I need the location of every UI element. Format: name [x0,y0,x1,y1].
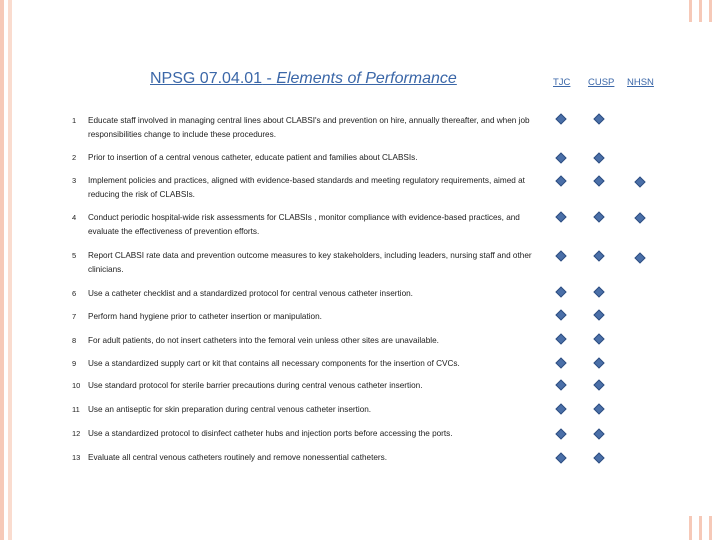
tjc-marker-icon [555,175,566,186]
cusp-marker-icon [593,211,604,222]
row-number: 2 [72,153,77,162]
cusp-marker-icon [593,175,604,186]
cusp-marker-icon [593,309,604,320]
top-right-accent-bar [689,0,692,22]
row-number: 3 [72,176,77,185]
row-number: 12 [72,429,81,438]
row-number: 6 [72,289,77,298]
left-border-bar-inner [8,0,12,540]
tjc-marker-icon [555,250,566,261]
row-number: 11 [72,405,80,414]
row-text: Report CLABSI rate data and prevention outcome measures to key stakeholders, including leaders, nursing staff and other clinicians. [88,251,532,274]
row-text: Prior to insertion of a central venous catheter, educate patient and families about CLABSIs. [88,153,418,162]
top-right-accent-bar [699,0,702,22]
cusp-marker-icon [593,250,604,261]
bottom-right-accent-bar [709,516,712,540]
row-text: Use standard protocol for sterile barrier precautions during central venous catheter insertion. [88,381,423,390]
bottom-right-accent-bar [699,516,702,540]
cusp-marker-icon [593,428,604,439]
nhsn-marker-icon [634,176,645,187]
row-number: 7 [72,312,77,321]
tjc-marker-icon [555,357,566,368]
column-header-nhsn: NHSN [627,77,654,88]
row-text: Conduct periodic hospital-wide risk assessments for CLABSIs , monitor compliance with evidence-based practices, and evaluate the effectiveness of prevention efforts. [88,213,520,236]
row-number: 4 [72,213,77,222]
tjc-marker-icon [555,309,566,320]
row-text: Implement policies and practices, aligned with evidence-based standards and meeting regulatory requirements, aimed at reducing the risk of CLABSIs. [88,176,525,199]
nhsn-marker-icon [634,212,645,223]
title-separator: - [262,70,277,87]
row-text: Educate staff involved in managing central lines about CLABSI's and prevention on hire, annually thereafter, and when job responsibilities change to include these procedures. [88,116,530,139]
tjc-marker-icon [555,428,566,439]
cusp-marker-icon [593,152,604,163]
cusp-marker-icon [593,113,604,124]
row-number: 10 [72,381,81,390]
tjc-marker-icon [555,452,566,463]
title-code: NPSG 07.04.01 [150,70,263,87]
left-border-bar [0,0,4,540]
row-number: 13 [72,453,81,462]
column-header-cusp: CUSP [588,77,615,88]
row-text: Use an antiseptic for skin preparation during central venous catheter insertion. [88,405,372,414]
row-text: Perform hand hygiene prior to catheter insertion or manipulation. [88,312,322,321]
row-number: 9 [72,359,77,368]
column-header-tjc: TJC [553,77,571,88]
nhsn-marker-icon [634,252,645,263]
row-text: Use a catheter checklist and a standardized protocol for central venous catheter insertion. [88,289,413,298]
tjc-marker-icon [555,403,566,414]
cusp-marker-icon [593,379,604,390]
row-text: Use a standardized protocol to disinfect catheter hubs and injection ports before accessing the ports. [88,429,453,438]
title-subtitle: Elements of Performance [276,70,457,87]
row-text: Use a standardized supply cart or kit that contains all necessary components for the insertion of CVCs. [88,359,460,368]
cusp-marker-icon [593,403,604,414]
row-number: 8 [72,336,77,345]
cusp-marker-icon [593,286,604,297]
cusp-marker-icon [593,357,604,368]
tjc-marker-icon [555,211,566,222]
tjc-marker-icon [555,333,566,344]
tjc-marker-icon [555,379,566,390]
row-number: 1 [72,116,77,125]
row-text: For adult patients, do not insert catheters into the femoral vein unless other sites are unavailable. [88,336,439,345]
row-text: Evaluate all central venous catheters routinely and remove nonessential catheters. [88,453,388,462]
tjc-marker-icon [555,113,566,124]
row-number: 5 [72,251,77,260]
cusp-marker-icon [593,452,604,463]
cusp-marker-icon [593,333,604,344]
bottom-right-accent-bar [689,516,692,540]
tjc-marker-icon [555,152,566,163]
tjc-marker-icon [555,286,566,297]
slide-title [150,70,457,88]
top-right-accent-bar [709,0,712,22]
